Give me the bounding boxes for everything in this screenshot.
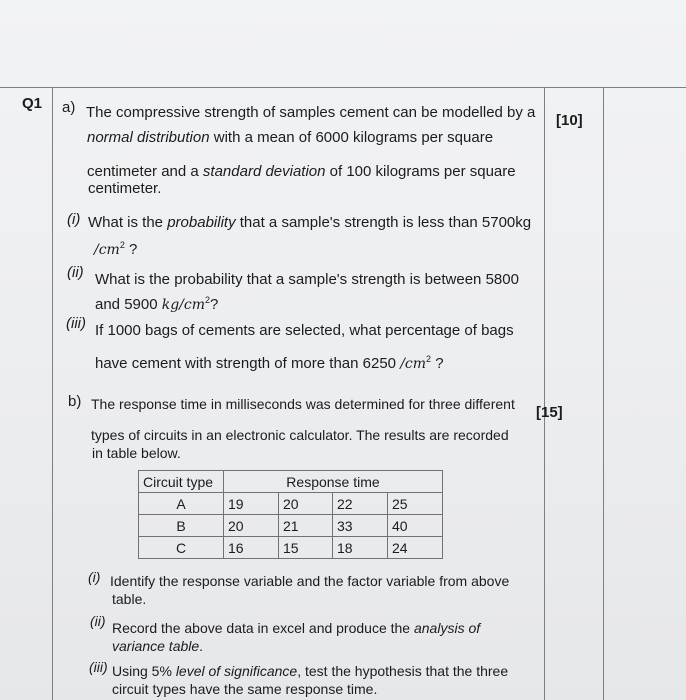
b-sub-iii-text-start: Using 5% (112, 663, 176, 679)
part-b-sub-i-label: (i) (88, 569, 101, 585)
unit-exponent: 2 (426, 354, 432, 364)
part-a-label: a) (62, 99, 76, 116)
question-number: Q1 (22, 95, 43, 112)
part-a-line-3 (87, 163, 516, 181)
response-cell: 15 (279, 537, 333, 559)
response-cell: 25 (388, 493, 443, 515)
sub-iii-tail: ? (431, 355, 444, 372)
part-a-line-1: The compressive strength of samples cement can be modelled by a (86, 104, 536, 121)
part-b-line-2: types of circuits in an electronic calculator. The results are recorded (91, 427, 509, 443)
unit-cm2: /cm (94, 242, 120, 258)
circuit-type-cell: A (139, 493, 224, 515)
part-b-sub-iii-label: (iii) (89, 659, 108, 675)
table-header-row (139, 471, 443, 493)
frame-col-divider-1 (52, 87, 53, 700)
response-time-table (138, 470, 443, 559)
part-b-sub-ii-line-2 (112, 637, 203, 655)
part-a-line-3-rest: of 100 kilograms per square (325, 163, 516, 180)
part-b-sub-ii-label: (ii) (90, 613, 106, 629)
part-b-line-3: in table below. (92, 445, 181, 461)
part-b-line-1: The response time in milliseconds was determined for three different (91, 396, 515, 412)
part-a-line-3-start: centimeter and a (87, 163, 203, 180)
b-sub-ii-tail: . (199, 638, 204, 654)
probability-term: probability (167, 214, 236, 231)
part-a-sub-i-line-1 (88, 214, 531, 232)
header-response-time: Response time (224, 471, 443, 493)
part-b-sub-ii-line-1 (112, 619, 480, 637)
part-b-sub-iii-line-2: circuit types have the same response time. (112, 681, 378, 697)
table-row (139, 537, 443, 559)
sub-i-text-rest: that a sample's strength is less than 5700kg (235, 214, 532, 231)
variance-table-term: variance table (112, 638, 200, 654)
response-cell: 40 (388, 515, 443, 537)
part-a-line-2-rest: with a mean of 6000 kilograms per square (209, 129, 494, 146)
part-a-sub-ii-line-1: What is the probability that a sample's strength is between 5800 (95, 271, 519, 288)
part-b-sub-i-line-1: Identify the response variable and the factor variable from above (110, 573, 510, 589)
part-a-sub-iii-label: (iii) (66, 315, 86, 332)
response-cell: 22 (333, 493, 388, 515)
unit-kgcm2: kg/cm (161, 297, 206, 313)
circuit-type-cell: B (139, 515, 224, 537)
analysis-of-term: analysis of (413, 620, 481, 636)
unit-cm2: /cm (400, 356, 427, 372)
b-sub-iii-text-rest: , test the hypothesis that the three (297, 663, 509, 679)
part-a-line-2 (87, 129, 493, 147)
response-cell: 21 (279, 515, 333, 537)
table-row (139, 493, 443, 515)
part-a-sub-i-line-2 (94, 236, 137, 259)
normal-distribution-term: normal distribution (87, 129, 210, 146)
level-of-significance-term: level of significance (175, 663, 298, 679)
part-a-sub-ii-label: (ii) (67, 264, 84, 281)
part-a-line-4: centimeter. (88, 180, 162, 197)
part-a-sub-i-label: (i) (67, 211, 81, 228)
sub-ii-text-start: and 5900 (95, 296, 162, 313)
header-circuit-type: Circuit type (139, 471, 224, 493)
part-b-sub-i-line-2: table. (112, 591, 147, 607)
unit-exponent: 2 (205, 295, 211, 305)
part-b-sub-iii-line-1 (112, 662, 508, 680)
response-cell: 20 (224, 515, 279, 537)
part-a-sub-iii-line-1: If 1000 bags of cements are selected, what percentage of bags (95, 322, 514, 339)
frame-col-divider-2 (544, 87, 545, 700)
response-cell: 19 (224, 493, 279, 515)
part-b-label: b) (68, 393, 82, 410)
response-cell: 16 (224, 537, 279, 559)
sub-i-tail: ? (124, 241, 138, 258)
part-b-marks: [15] (536, 404, 563, 421)
response-cell: 20 (279, 493, 333, 515)
sub-iii-text-start: have cement with strength of more than 6250 (95, 355, 401, 372)
frame-top-line (0, 87, 686, 88)
sub-i-text-start: What is the (88, 214, 168, 231)
sub-ii-tail: ? (210, 296, 219, 313)
table-row (139, 515, 443, 537)
part-a-sub-ii-line-2 (95, 291, 218, 314)
response-cell: 18 (333, 537, 388, 559)
frame-col-divider-3 (603, 87, 604, 700)
response-cell: 33 (333, 515, 388, 537)
part-a-sub-iii-line-2 (95, 350, 444, 373)
standard-deviation-term: standard deviation (202, 163, 326, 180)
b-sub-ii-text-start: Record the above data in excel and produce the (112, 620, 414, 636)
unit-exponent: 2 (119, 240, 125, 250)
part-a-marks: [10] (556, 112, 583, 129)
response-cell: 24 (388, 537, 443, 559)
circuit-type-cell: C (139, 537, 224, 559)
